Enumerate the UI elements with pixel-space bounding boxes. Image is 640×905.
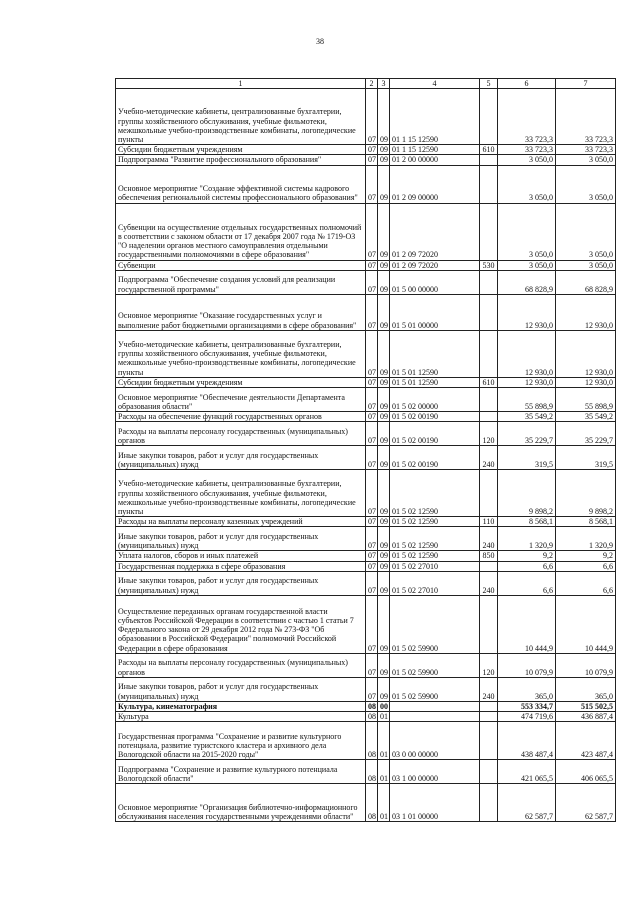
- target-article-cell: 01 1 15 12590: [390, 145, 480, 155]
- row-name-cell: Расходы на выплаты персоналу государственных (муниципальных) органов: [116, 653, 366, 677]
- section-code-cell: 07: [366, 446, 378, 470]
- target-article-cell: 01 5 02 59900: [390, 653, 480, 677]
- section-code-cell: 07: [366, 89, 378, 145]
- header-cell: 5: [480, 79, 498, 89]
- section-code-cell: 08: [366, 722, 378, 760]
- section-code-cell: 08: [366, 760, 378, 784]
- target-article-cell: 01 2 00 00000: [390, 155, 480, 165]
- amount-year2-cell: 12 930,0: [556, 294, 616, 330]
- expense-type-cell: 610: [480, 377, 498, 387]
- expense-type-cell: 110: [480, 517, 498, 527]
- row-name-cell: Культура, кинематография: [116, 701, 366, 711]
- expense-type-cell: 240: [480, 571, 498, 595]
- target-article-cell: 01 5 02 00190: [390, 412, 480, 422]
- subsection-code-cell: 09: [378, 89, 390, 145]
- table-row: [116, 388, 616, 412]
- amount-year2-cell: 3 050,0: [556, 260, 616, 270]
- target-article-cell: 01 5 02 27010: [390, 561, 480, 571]
- table-row: [116, 712, 616, 722]
- amount-year2-cell: 3 050,0: [556, 203, 616, 260]
- section-code-cell: 07: [366, 422, 378, 446]
- section-code-cell: 07: [366, 155, 378, 165]
- target-article-cell: 01 5 01 12590: [390, 330, 480, 377]
- table-row: [116, 517, 616, 527]
- amount-year1-cell: 9 898,2: [498, 470, 556, 517]
- section-code-cell: 07: [366, 571, 378, 595]
- expense-type-cell: 530: [480, 260, 498, 270]
- amount-year2-cell: 423 487,4: [556, 722, 616, 760]
- subsection-code-cell: 09: [378, 595, 390, 653]
- section-code-cell: 07: [366, 551, 378, 561]
- amount-year1-cell: 35 229,7: [498, 422, 556, 446]
- section-code-cell: 07: [366, 653, 378, 677]
- row-name-cell: Осуществление переданных органам государственной власти субъектов Российской Федерации в соответствии с частью 1 статьи 7 Федерального закона от 29 декабря 2012 года № 273-ФЗ "Об образовании в Российской Федерации" полномочий Российской Федерации в сфере образования: [116, 595, 366, 653]
- expense-type-cell: 240: [480, 446, 498, 470]
- row-name-cell: Субвенции: [116, 260, 366, 270]
- expense-type-cell: 850: [480, 551, 498, 561]
- table-row: [116, 595, 616, 653]
- amount-year2-cell: 12 930,0: [556, 330, 616, 377]
- row-name-cell: Основное мероприятие "Организация библиотечно-информационного обслуживания населения государственными учреждениями области": [116, 784, 366, 822]
- amount-year2-cell: 9,2: [556, 551, 616, 561]
- section-code-cell: 07: [366, 388, 378, 412]
- target-article-cell: 01 5 00 00000: [390, 270, 480, 294]
- section-code-cell: 07: [366, 517, 378, 527]
- subsection-code-cell: 01: [378, 722, 390, 760]
- subsection-code-cell: 09: [378, 561, 390, 571]
- row-name-cell: Уплата налогов, сборов и иных платежей: [116, 551, 366, 561]
- section-code-cell: 07: [366, 165, 378, 203]
- section-code-cell: 07: [366, 330, 378, 377]
- expense-type-cell: 120: [480, 653, 498, 677]
- section-code-cell: 07: [366, 561, 378, 571]
- amount-year2-cell: 10 079,9: [556, 653, 616, 677]
- table-row: [116, 760, 616, 784]
- target-article-cell: 01 5 02 00190: [390, 422, 480, 446]
- amount-year2-cell: 35 229,7: [556, 422, 616, 446]
- table-row: [116, 722, 616, 760]
- section-code-cell: 08: [366, 712, 378, 722]
- amount-year1-cell: 3 050,0: [498, 155, 556, 165]
- subsection-code-cell: 09: [378, 677, 390, 701]
- target-article-cell: 01 2 09 72020: [390, 260, 480, 270]
- expense-type-cell: [480, 203, 498, 260]
- row-name-cell: Государственная поддержка в сфере образования: [116, 561, 366, 571]
- expense-type-cell: [480, 412, 498, 422]
- table-row: [116, 446, 616, 470]
- row-name-cell: Расходы на выплаты персоналу государственных (муниципальных) органов: [116, 422, 366, 446]
- row-name-cell: Учебно-методические кабинеты, централизованные бухгалтерии, группы хозяйственного обслуживания, учебные фильмотеки, межшкольные учебно-производственные комбинаты, логопедические пункты: [116, 89, 366, 145]
- expense-type-cell: 240: [480, 527, 498, 551]
- section-code-cell: 07: [366, 270, 378, 294]
- amount-year2-cell: 365,0: [556, 677, 616, 701]
- amount-year1-cell: 33 723,3: [498, 145, 556, 155]
- section-code-cell: 07: [366, 677, 378, 701]
- amount-year2-cell: 3 050,0: [556, 165, 616, 203]
- expense-type-cell: 240: [480, 677, 498, 701]
- target-article-cell: 01 2 09 72020: [390, 203, 480, 260]
- section-code-cell: 07: [366, 260, 378, 270]
- table-row: [116, 653, 616, 677]
- subsection-code-cell: 09: [378, 517, 390, 527]
- amount-year1-cell: 1 320,9: [498, 527, 556, 551]
- target-article-cell: 01 5 02 59900: [390, 595, 480, 653]
- amount-year1-cell: 3 050,0: [498, 203, 556, 260]
- amount-year2-cell: 12 930,0: [556, 377, 616, 387]
- amount-year2-cell: 3 050,0: [556, 155, 616, 165]
- section-code-cell: 07: [366, 412, 378, 422]
- section-code-cell: 08: [366, 701, 378, 711]
- row-name-cell: Подпрограмма "Сохранение и развитие культурного потенциала Вологодской области": [116, 760, 366, 784]
- subsection-code-cell: 09: [378, 571, 390, 595]
- table-row: [116, 571, 616, 595]
- header-cell: 2: [366, 79, 378, 89]
- expense-type-cell: [480, 760, 498, 784]
- header-cell: 6: [498, 79, 556, 89]
- amount-year2-cell: 406 065,5: [556, 760, 616, 784]
- page-number: 38: [316, 37, 324, 46]
- amount-year2-cell: 62 587,7: [556, 784, 616, 822]
- row-name-cell: Субвенции на осуществление отдельных государственных полномочий в соответствии с законом области от 17 декабря 2007 года № 1719-ОЗ "О наделении органов местного самоуправления отдельными государственными полномочиями в сфере образования": [116, 203, 366, 260]
- table-row: [116, 561, 616, 571]
- amount-year2-cell: 35 549,2: [556, 412, 616, 422]
- expense-type-cell: [480, 155, 498, 165]
- amount-year1-cell: 6,6: [498, 561, 556, 571]
- subsection-code-cell: 09: [378, 388, 390, 412]
- section-code-cell: 07: [366, 294, 378, 330]
- amount-year1-cell: 365,0: [498, 677, 556, 701]
- row-name-cell: Субсидии бюджетным учреждениям: [116, 377, 366, 387]
- row-name-cell: Основное мероприятие "Оказание государственных услуг и выполнение работ бюджетными организациями в сфере образования": [116, 294, 366, 330]
- expense-type-cell: [480, 330, 498, 377]
- table-row: [116, 145, 616, 155]
- table-row: [116, 701, 616, 711]
- table-row: [116, 203, 616, 260]
- amount-year2-cell: 6,6: [556, 561, 616, 571]
- expense-type-cell: [480, 388, 498, 412]
- target-article-cell: 01 2 09 00000: [390, 165, 480, 203]
- subsection-code-cell: 09: [378, 294, 390, 330]
- amount-year2-cell: 68 828,9: [556, 270, 616, 294]
- amount-year2-cell: 515 502,5: [556, 701, 616, 711]
- amount-year1-cell: 553 334,7: [498, 701, 556, 711]
- subsection-code-cell: 09: [378, 377, 390, 387]
- row-name-cell: Иные закупки товаров, работ и услуг для государственных (муниципальных) нужд: [116, 677, 366, 701]
- table-row: [116, 422, 616, 446]
- header-cell: 1: [116, 79, 366, 89]
- table-row: [116, 551, 616, 561]
- subsection-code-cell: 01: [378, 760, 390, 784]
- section-code-cell: 07: [366, 145, 378, 155]
- amount-year2-cell: 436 887,4: [556, 712, 616, 722]
- amount-year1-cell: 9,2: [498, 551, 556, 561]
- target-article-cell: 01 5 02 12590: [390, 470, 480, 517]
- target-article-cell: 01 1 15 12590: [390, 89, 480, 145]
- target-article-cell: 01 5 02 59900: [390, 677, 480, 701]
- section-code-cell: 07: [366, 470, 378, 517]
- table-row: [116, 155, 616, 165]
- target-article-cell: 03 1 00 00000: [390, 760, 480, 784]
- amount-year1-cell: 3 050,0: [498, 260, 556, 270]
- row-name-cell: Расходы на выплаты персоналу казенных учреждений: [116, 517, 366, 527]
- target-article-cell: 01 5 02 12590: [390, 517, 480, 527]
- table-row: [116, 89, 616, 145]
- amount-year1-cell: 3 050,0: [498, 165, 556, 203]
- target-article-cell: 01 5 02 12590: [390, 551, 480, 561]
- target-article-cell: 03 0 00 00000: [390, 722, 480, 760]
- subsection-code-cell: 00: [378, 701, 390, 711]
- expense-type-cell: [480, 712, 498, 722]
- subsection-code-cell: 01: [378, 712, 390, 722]
- amount-year1-cell: 12 930,0: [498, 294, 556, 330]
- expense-type-cell: [480, 294, 498, 330]
- table-row: [116, 330, 616, 377]
- amount-year1-cell: 68 828,9: [498, 270, 556, 294]
- subsection-code-cell: 09: [378, 203, 390, 260]
- table-row: [116, 412, 616, 422]
- section-code-cell: 07: [366, 595, 378, 653]
- target-article-cell: 01 5 02 12590: [390, 527, 480, 551]
- amount-year1-cell: 62 587,7: [498, 784, 556, 822]
- row-name-cell: Подпрограмма "Обеспечение создания условий для реализации государственной программы": [116, 270, 366, 294]
- expense-type-cell: [480, 470, 498, 517]
- table-row: [116, 677, 616, 701]
- amount-year2-cell: 6,6: [556, 571, 616, 595]
- subsection-code-cell: 09: [378, 422, 390, 446]
- row-name-cell: Основное мероприятие "Обеспечение деятельности Департамента образования области": [116, 388, 366, 412]
- subsection-code-cell: 09: [378, 270, 390, 294]
- expense-type-cell: 120: [480, 422, 498, 446]
- amount-year1-cell: 421 065,5: [498, 760, 556, 784]
- amount-year2-cell: 8 568,1: [556, 517, 616, 527]
- row-name-cell: Субсидии бюджетным учреждениям: [116, 145, 366, 155]
- amount-year1-cell: 319,5: [498, 446, 556, 470]
- expense-type-cell: 610: [480, 145, 498, 155]
- section-code-cell: 07: [366, 203, 378, 260]
- target-article-cell: [390, 701, 480, 711]
- amount-year2-cell: 9 898,2: [556, 470, 616, 517]
- expense-type-cell: [480, 165, 498, 203]
- table-row: [116, 294, 616, 330]
- table-row: [116, 784, 616, 822]
- expense-type-cell: [480, 89, 498, 145]
- expense-type-cell: [480, 701, 498, 711]
- target-article-cell: 03 1 01 00000: [390, 784, 480, 822]
- table-row: [116, 270, 616, 294]
- target-article-cell: 01 5 02 00190: [390, 446, 480, 470]
- target-article-cell: 01 5 02 00000: [390, 388, 480, 412]
- amount-year2-cell: 319,5: [556, 446, 616, 470]
- table-row: [116, 527, 616, 551]
- subsection-code-cell: 09: [378, 165, 390, 203]
- row-name-cell: Подпрограмма "Развитие профессионального образования": [116, 155, 366, 165]
- table-row: [116, 377, 616, 387]
- table-row: [116, 260, 616, 270]
- row-name-cell: Иные закупки товаров, работ и услуг для государственных (муниципальных) нужд: [116, 527, 366, 551]
- amount-year1-cell: 10 444,9: [498, 595, 556, 653]
- expense-type-cell: [480, 270, 498, 294]
- subsection-code-cell: 09: [378, 446, 390, 470]
- subsection-code-cell: 09: [378, 155, 390, 165]
- amount-year1-cell: 10 079,9: [498, 653, 556, 677]
- section-code-cell: 08: [366, 784, 378, 822]
- subsection-code-cell: 09: [378, 145, 390, 155]
- row-name-cell: Иные закупки товаров, работ и услуг для государственных (муниципальных) нужд: [116, 571, 366, 595]
- expense-type-cell: [480, 561, 498, 571]
- amount-year1-cell: 35 549,2: [498, 412, 556, 422]
- row-name-cell: Государственная программа "Сохранение и развитие культурного потенциала, развитие туристского кластера и архивного дела Вологодской области на 2015-2020 годы": [116, 722, 366, 760]
- expense-type-cell: [480, 722, 498, 760]
- amount-year1-cell: 8 568,1: [498, 517, 556, 527]
- expense-type-cell: [480, 595, 498, 653]
- amount-year1-cell: 55 898,9: [498, 388, 556, 412]
- amount-year2-cell: 55 898,9: [556, 388, 616, 412]
- subsection-code-cell: 01: [378, 784, 390, 822]
- subsection-code-cell: 09: [378, 551, 390, 561]
- target-article-cell: 01 5 02 27010: [390, 571, 480, 595]
- target-article-cell: 01 5 01 12590: [390, 377, 480, 387]
- amount-year2-cell: 33 723,3: [556, 89, 616, 145]
- row-name-cell: Учебно-методические кабинеты, централизованные бухгалтерии, группы хозяйственного обслуживания, учебные фильмотеки, межшкольные учебно-производственные комбинаты, логопедические пункты: [116, 470, 366, 517]
- amount-year2-cell: 33 723,3: [556, 145, 616, 155]
- table-row: [116, 165, 616, 203]
- subsection-code-cell: 09: [378, 527, 390, 551]
- header-cell: 7: [556, 79, 616, 89]
- header-row: [116, 79, 616, 89]
- amount-year1-cell: 438 487,4: [498, 722, 556, 760]
- amount-year1-cell: 33 723,3: [498, 89, 556, 145]
- subsection-code-cell: 09: [378, 412, 390, 422]
- row-name-cell: Расходы на обеспечение функций государственных органов: [116, 412, 366, 422]
- amount-year1-cell: 6,6: [498, 571, 556, 595]
- expense-type-cell: [480, 784, 498, 822]
- header-cell: 3: [378, 79, 390, 89]
- subsection-code-cell: 09: [378, 470, 390, 517]
- section-code-cell: 07: [366, 527, 378, 551]
- header-cell: 4: [390, 79, 480, 89]
- amount-year2-cell: 1 320,9: [556, 527, 616, 551]
- subsection-code-cell: 09: [378, 330, 390, 377]
- section-code-cell: 07: [366, 377, 378, 387]
- budget-table: [115, 78, 616, 822]
- row-name-cell: Учебно-методические кабинеты, централизованные бухгалтерии, группы хозяйственного обслуживания, учебные фильмотеки, межшкольные учебно-производственные комбинаты, логопедические пункты: [116, 330, 366, 377]
- subsection-code-cell: 09: [378, 653, 390, 677]
- amount-year1-cell: 12 930,0: [498, 330, 556, 377]
- table-row: [116, 470, 616, 517]
- target-article-cell: 01 5 01 00000: [390, 294, 480, 330]
- amount-year1-cell: 474 719,6: [498, 712, 556, 722]
- row-name-cell: Основное мероприятие "Создание эффективной системы кадрового обеспечения региональной системы профессионального образования": [116, 165, 366, 203]
- row-name-cell: Иные закупки товаров, работ и услуг для государственных (муниципальных) нужд: [116, 446, 366, 470]
- row-name-cell: Культура: [116, 712, 366, 722]
- amount-year1-cell: 12 930,0: [498, 377, 556, 387]
- amount-year2-cell: 10 444,9: [556, 595, 616, 653]
- subsection-code-cell: 09: [378, 260, 390, 270]
- target-article-cell: [390, 712, 480, 722]
